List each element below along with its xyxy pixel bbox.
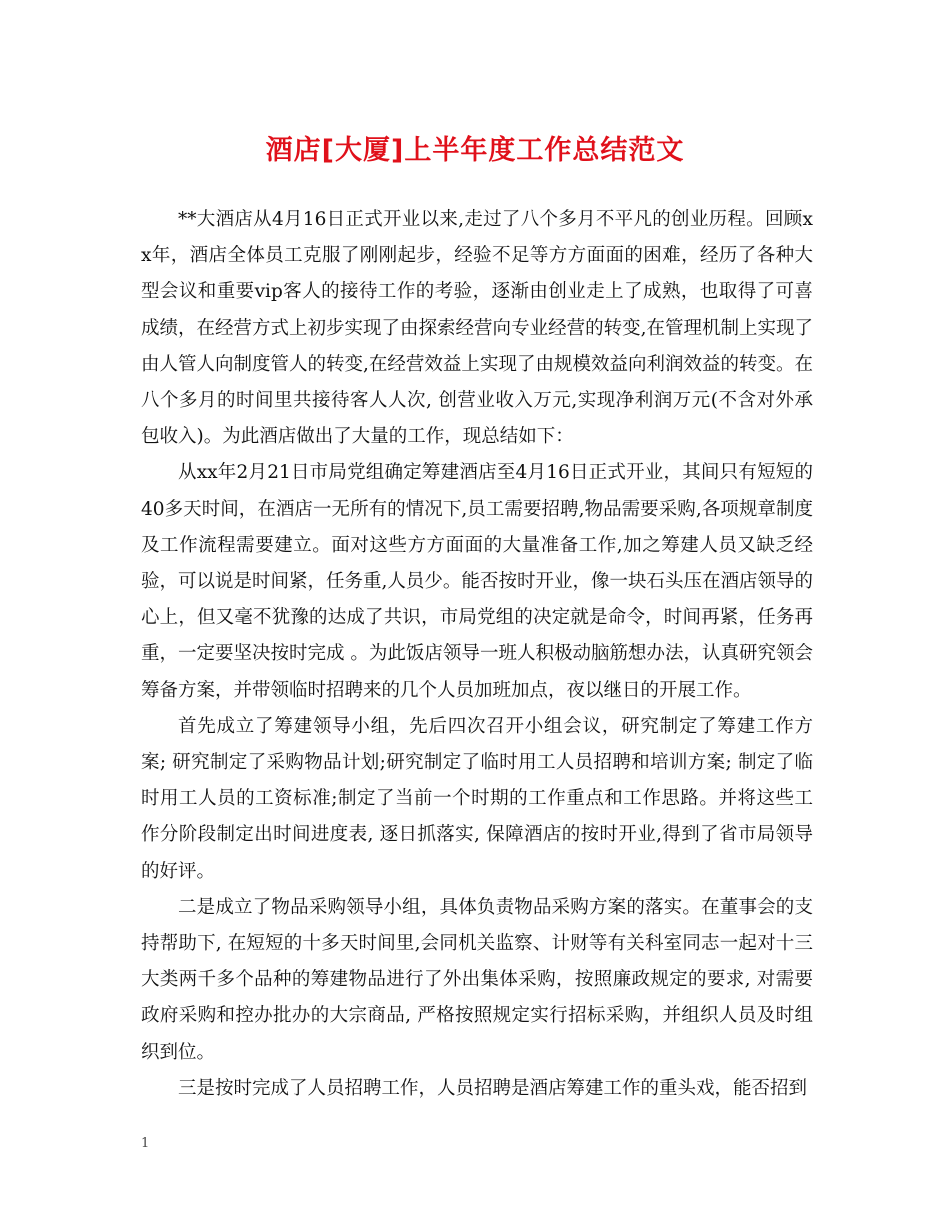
document-title: 酒店[大厦]上半年度工作总结范文 [265, 135, 685, 166]
page-number: 1 [141, 1136, 150, 1151]
document-body [141, 202, 813, 1107]
paragraph-preparation: 从xx年2月21日市局党组确定筹建酒店至4月16日正式开业，其间只有短短的40多天时间，在酒店一无所有的情况下,员工需要招聘,物品需要采购,各项规章制度及工作流程需要建立。面对这些方方面面的大量准备工作,加之筹建人员又缺乏经验，可以说是时间紧，任务重,人员少。能否按时开业，像一块石头压在酒店领导的心上，但又毫不犹豫的达成了共识，市局党组的决定就是命令，时间再紧，任务再重，一定要坚决按时完成 。为此饭店领导一班人积极动脑筋想办法，认真研究领会筹备方案，并带领临时招聘来的几个人员加班加点，夜以继日的开展工作。 [141, 462, 813, 701]
paragraph-intro: **大酒店从4月16日正式开业以来,走过了八个多月不平凡的创业历程。回顾xx年，酒店全体员工克服了刚刚起步，经验不足等方方面面的困难，经历了各种大型会议和重要vip客人的接待工作的考验，逐渐由创业走上了成熟，也取得了可喜成绩，在经营方式上初步实现了由探索经营向专业经营的转变,在管理机制上实现了由人管人向制度管人的转变,在经营效益上实现了由规模效益向利润效益的转变。在八个多月的时间里共接待客人人次, 创营业收入万元,实现净利润万元(不含对外承包收入)。为此酒店做出了大量的工作，现总结如下： [141, 209, 813, 448]
paragraph-leadership-group: 首先成立了筹建领导小组，先后四次召开小组会议，研究制定了筹建工作方案; 研究制定了采购物品计划;研究制定了临时用工人员招聘和培训方案; 制定了临时用工人员的工资标准;制定了当前一个时期的工作重点和工作思路。并将这些工作分阶段制定出时间进度表, 逐日抓落实, 保障酒店的按时开业,得到了省市局领导的好评。 [141, 715, 813, 882]
paragraph-procurement: 二是成立了物品采购领导小组，具体负责物品采购方案的落实。在董事会的支持帮助下, 在短短的十多天时间里,会同机关监察、计财等有关科室同志一起对十三大类两千多个品种的筹建物品进行了外出集体采购，按照廉政规定的要求, 对需要政府采购和控办批办的大宗商品, 严格按照规定实行招标采购，并组织人员及时组织到位。 [141, 896, 813, 1063]
paragraph-recruitment: 三是按时完成了人员招聘工作，人员招聘是酒店筹建工作的重头戏，能否招到 [178, 1077, 808, 1099]
